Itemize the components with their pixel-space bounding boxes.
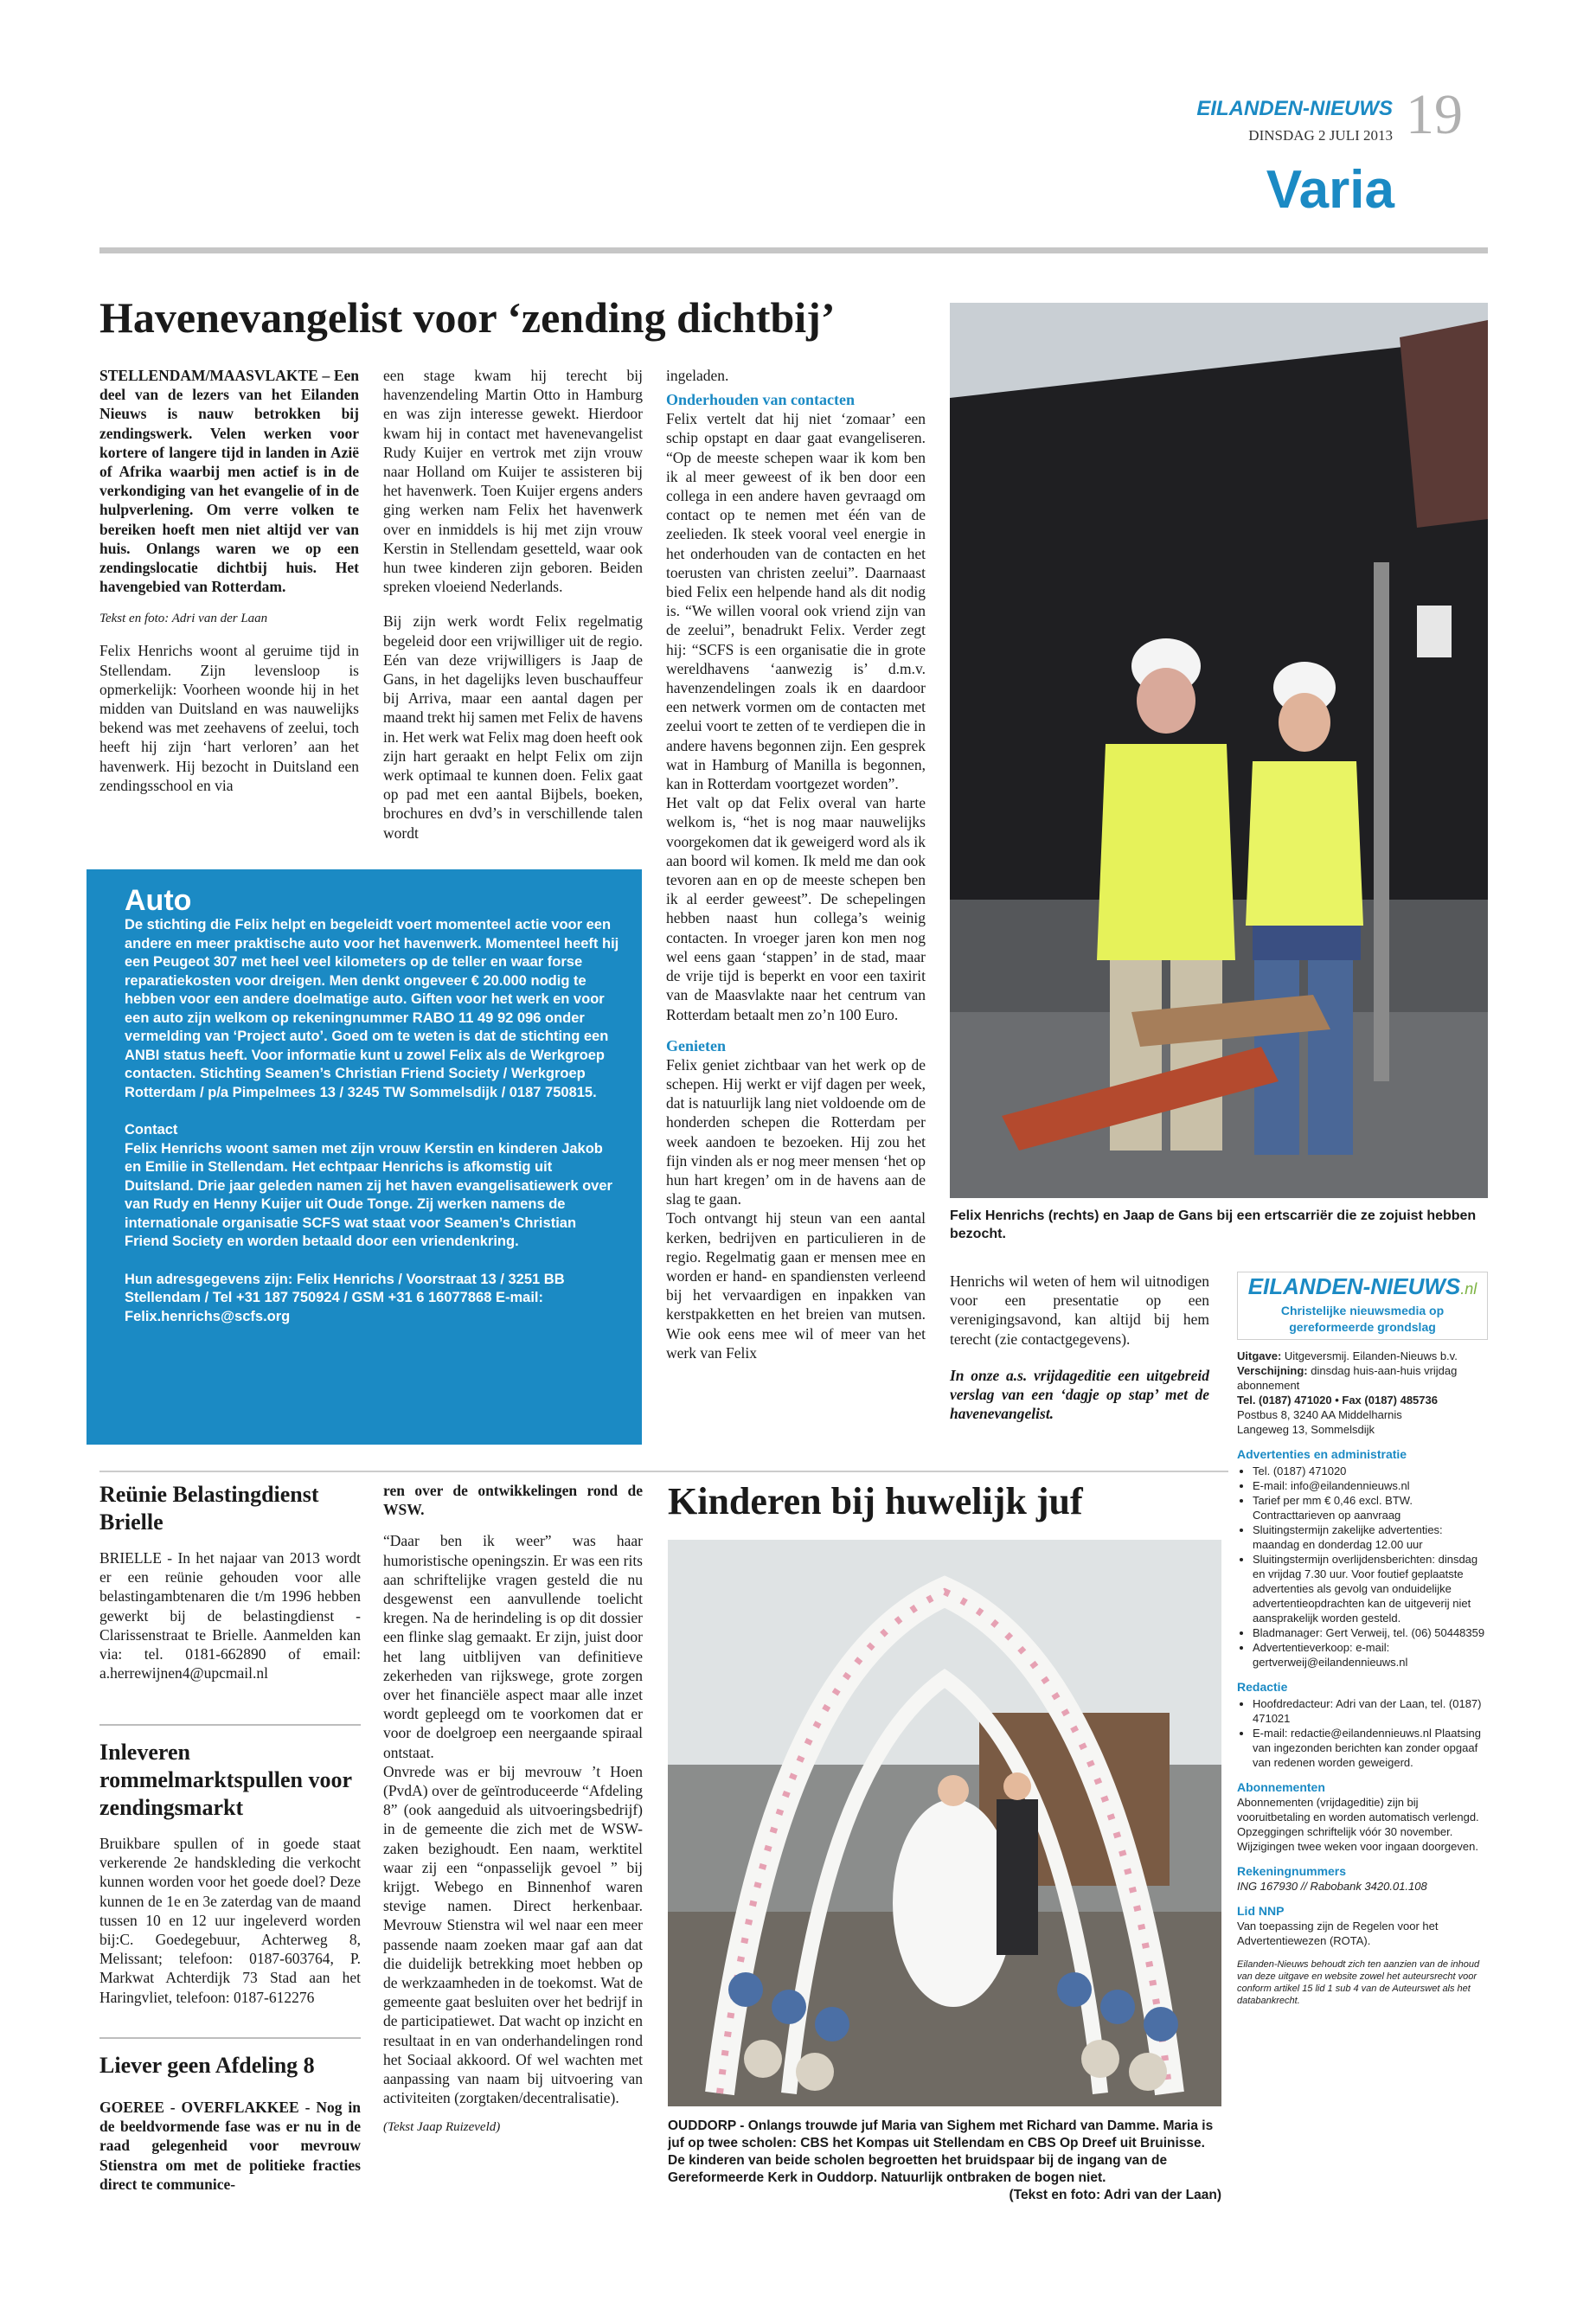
- address-text: Hun adresgegevens zijn: Felix Henrichs / Voorstraat 13 / 3251 BB Stellendam / Tel +31 187 750924 / GSM +31 6 16077868 E-mail: Felix.henrichs@scfs.org: [125, 1271, 565, 1324]
- colophon-logo-box: [1237, 1272, 1488, 1340]
- uitgave-value: Uitgeversmij. Eilanden-Nieuws b.v.: [1284, 1349, 1458, 1362]
- subhead-contacten: Onderhouden van contacten: [666, 391, 856, 409]
- section-title: Varia: [1266, 160, 1394, 220]
- adv-item: • Sluitingstermijn overlijdensberichten: dinsdag en vrijdag 7.30 uur. Voor foutief geplaatste advertenties als gevolg van onduidelijke advertentieopdrachten kan de uitgeverij niet aansprakelijk worden gesteld.: [1253, 1552, 1488, 1625]
- afdeling8-p1: “Daar ben ik weer” was haar humoristische openingszin. Er was een rits aan schriftelijke vragen gesteld die nu desgewenst een aanvullende toelicht kregen. Na de herindeling is op dit dossier een flinke slag gemaakt. Er zijn, juist door het lang uitblijven van definitieve zekerheden van rijkswege, grote zorgen over het financiële aspect maar alle inzet wordt gepleegd om te voorkomen dat er voor de doelgroep een neergaande spiraal ontstaat.: [383, 1532, 643, 1761]
- afdeling8-column-2: [383, 1481, 643, 2150]
- article-column-3: [666, 366, 926, 1362]
- article-column-1: [99, 366, 359, 795]
- photo-ship-men-illustration: [950, 303, 1488, 1198]
- postbus: Postbus 8, 3240 AA Middelharnis: [1237, 1408, 1402, 1421]
- afdeling8-article: [99, 2052, 361, 2080]
- auto-box-title: Auto: [125, 884, 192, 917]
- article-body-1: Felix Henrichs woont al geruime tijd in Stellendam. Zijn levensloop is opmerkelijk: Voorheen woonde hij in het midden van Duitsland en was nauwelijks bekend was met zeehavens of zeelui, toch heeft hij zijn ‘hart verloren’ aan het havenwerk. Hij bezocht in Duitsland een zendingsschool en via: [99, 642, 359, 794]
- abon-text: Abonnementen (vrijdageditie) zijn bij vooruitbetaling en worden automatisch verlengd. Opzeggingen schriftelijk vóór 30 november. Wijzigingen twee weken voor ingaan doorgeven.: [1237, 1796, 1479, 1853]
- colophon-tagline: Christelijke nieuwsmedia op gereformeerde grondslag: [1280, 1304, 1445, 1334]
- reunie-headline: Reünie Belastingdienst Brielle: [99, 1482, 319, 1535]
- redactie-item: • Hoofdredacteur: Adri van der Laan, tel. (0187) 471021: [1253, 1696, 1488, 1726]
- afdeling8-headline: Liever geen Afdeling 8: [99, 2053, 315, 2078]
- colophon-logo-suffix: .nl: [1460, 1280, 1477, 1298]
- article-credit: Tekst en foto: Adri van der Laan: [99, 612, 268, 626]
- reunie-text: BRIELLE - In het najaar van 2013 wordt er een reünie gehouden voor alle belastingambtenaren die t/m 1996 hebben gewerkt bij de belastingdienst - Clarissenstraat te Brielle. Aanmelden kan via: tel. 0181-662890 of email: a.herrewijnen4@upcmail.nl: [99, 1549, 361, 1682]
- photo-caption: Felix Henrichs (rechts) en Jaap de Gans bij een ertscarriër die ze zojuist hebben bezocht.: [950, 1208, 1477, 1241]
- redactie-list: [1237, 1696, 1488, 1770]
- rommelmarkt-text: Bruikbare spullen of in goede staat verkerende 2e handskleding die verkocht kunnen worden voor het goede doel? Deze kunnen de 1e en 3e zaterdag van de maand tussen 10 en 12 uur ingeleverd worden bij:C. Goedegebuur, Achterweg 8, Melissant; telefoon: 0187-603764, P. Markwat Achterdijk 73 Stad aan het Haringvliet, telefoon: 0187-612276: [99, 1835, 361, 2006]
- article-body-3d: Felix geniet zichtbaar van het werk op de schepen. Hij werkt er vijf dagen per week, dat is natuurlijk lang niet voldoende om de honderden schepen die Rotterdam per week aandoen te bezoeken. Hij zou het fijn vinden als er nog meer mensen ‘het op hun hart kregen’ om in de havens aan de slag te gaan.: [666, 1055, 926, 1208]
- header-divider: [99, 247, 1488, 253]
- reunie-article: [99, 1481, 361, 1682]
- rommelmarkt-article: [99, 1739, 361, 2007]
- article-body-3c: Het valt op dat Felix overal van harte welkom is, “het is nog maar nauwelijks voorgekomen dat ik geweigerd word als ik aan boord wil komen. Ik meld me dan ook tevoren aan en op de meeste schepen ben ik al eerder geweest”. De schepelingen hebben naast hun collega’s weinig contacten. In vroeger jaren kon men nog wel eens gaan ‘stappen’ in de stad, maar de vrije tijd is beperkt en voor een taxirit van de Maasvlakte naar het centrum van Rotterdam betaalt men zo’n 100 Euro.: [666, 794, 926, 1023]
- adres: Langeweg 13, Sommelsdijk: [1237, 1423, 1375, 1436]
- article-column-4: [950, 1272, 1209, 1423]
- article-teaser: In onze a.s. vrijdageditie een uitgebreid verslag van een ‘dagje op stap’ met de havenevangelist.: [950, 1366, 1209, 1423]
- rek-text: ING 167930 // Rabobank 3420.01.108: [1237, 1880, 1427, 1893]
- afdeling8-lead-text: GOEREE - OVERFLAKKEE - Nog in de beeldvormende fase was er nu in de raad gelegenheid voor mevrouw Stienstra om met de politieke fracties direct te communice-: [99, 2099, 361, 2193]
- article-body-2b: Bij zijn werk wordt Felix regelmatig begeleid door een vrijwilliger uit de regio. Eén van deze vrijwilligers is Jaap de Gans, in het dagelijks leven buschauffeur bij Arriva, maar een aantal dagen per maand trekt hij samen met Felix de havens in. Het werk wat Felix mag doen heeft ook zijn hart geraakt en helpt Felix om zijn werk optimaal te kunnen doen. Felix gaat op pad met een aantal Bijbels, boeken, brochures en dvd’s in verschillende talen wordt: [383, 612, 643, 842]
- nnp-head: Lid NNP: [1237, 1904, 1285, 1918]
- article-body-4a: Henrichs wil weten of hem wil uitnodigen voor een presentatie op een verenigingsavond, kan altijd bij hem terecht (zie contactgegevens).: [950, 1272, 1209, 1348]
- photo-ship-men: [950, 303, 1488, 1198]
- contact-text: Felix Henrichs woont samen met zijn vrouw Kerstin en kinderen Jakob en Emilie in Stellendam. Het echtpaar Henrichs is afkomstig uit Duitsland. Drie jaar geleden namen zij het haven evangelisatiewerk over van Rudy en Henny Kuijer uit Oude Tonge. Zij werken namens de internationale organisatie SCFS wat staat voor Seamen’s Christian Friend Society en worden betaald door een vriendenkring.: [125, 1140, 612, 1249]
- page-number: 19: [1406, 83, 1463, 146]
- article-body-3e: Toch ontvangt hij steun van een aantal kerken, bedrijven en particulieren in de regio. Regelmatig gaan er mensen mee en worden er hand- en spandiensten verleend bij het vervaardigen en inpakken van kerstpakketten en het breien van mutsen. Wie ook eens mee wil of meer van het werk van Felix: [666, 1209, 926, 1362]
- redactie-item: • E-mail: redactie@eilandennieuws.nl Plaatsing van ingezonden berichten kan zonder opgaaf van redenen worden geweigerd.: [1253, 1726, 1488, 1770]
- tel-fax: Tel. (0187) 471020 • Fax (0187) 485736: [1237, 1394, 1438, 1407]
- auto-info-box: [87, 869, 642, 1445]
- wedding-credit: (Tekst en foto: Adri van der Laan): [1009, 2188, 1221, 2202]
- wedding-caption: [668, 2118, 1221, 2204]
- article-lead: STELLENDAM/MAASVLAKTE – Een deel van de lezers van het Eilanden Nieuws is nauw betrokken bij zendingswerk. Velen werken voor kortere of langere tijd in landen in Azië of Afrika waarbij men actief is in de verkondiging van het evangelie of in de hulpverlening. Om verre volken te bereiken hoeft men niet altijd ver van huis. Onlangs waren we op een zendingslocatie dichtbij huis. Het havengebied van Rotterdam.: [99, 367, 359, 596]
- adv-item: • Tel. (0187) 471020: [1253, 1464, 1488, 1478]
- article-body-2a: een stage kwam hij terecht bij havenzendeling Martin Otto in Hamburg en was zijn interesse gewekt. Hierdoor kwam hij in contact met havenevangelist Rudy Kuijer en vertrok met zijn vrouw naar Holland om Kuijer te assisteren bij het havenwerk. Toen Kuijer ergens anders ging werken nam Felix het havenwerk over en inmiddels is hij met zijn vrouw Kerstin in Stellendam gesetteld, waar ook hun twee kinderen zijn geboren. Beiden spreken vloeiend Nederlands.: [383, 367, 643, 596]
- photo-wedding: [668, 1540, 1221, 2106]
- adv-item: • Advertentieverkoop: e-mail: gertverweij@eilandennieuws.nl: [1253, 1640, 1488, 1670]
- afdeling8-lead-cont: ren over de ontwikkelingen rond de WSW.: [383, 1482, 643, 1519]
- article-body-3a: ingeladen.: [666, 367, 729, 384]
- adv-list: [1237, 1464, 1488, 1670]
- photo-wedding-illustration: [668, 1540, 1221, 2106]
- rek-head: Rekeningnummers: [1237, 1864, 1347, 1878]
- afdeling8-credit: (Tekst Jaap Ruizeveld): [383, 2119, 501, 2134]
- redactie-head: Redactie: [1237, 1680, 1288, 1694]
- issue-date: DINSDAG 2 JULI 2013: [1248, 127, 1393, 144]
- afdeling8-lead: [99, 2098, 361, 2271]
- adv-head: Advertenties en administratie: [1237, 1447, 1407, 1461]
- uitgave-label: Uitgave:: [1237, 1349, 1282, 1362]
- paper-logo: EILANDEN-NIEUWS: [1196, 97, 1393, 120]
- article-body-3b: Felix vertelt dat hij niet ‘zomaar’ een schip opstapt en daar gaat evangeliseren. “Op de meeste schepen waar ik kom ben ik al meer geweest of ik ben door een collega in een andere haven gevraagd om contact op te nemen met één van de zeelieden. Ik steek vooral veel energie in het onderhouden van de contacten en het toerusten van christen zeelui”. Daarnaast bied Felix een helpende hand als dit nodig is. “We willen vooral ook vriend zijn van de zeelui”, benadrukt Felix. Verder zegt hij: “SCFS is een organisatie die in grote wereldhavens ‘aanwezig is’ d.m.v. havenzendelingen zoals ik en daardoor een netwerk vormen om de contacten met zeelui voort te zetten of te verdiepen die in andere havens begonnen zijn. Een gesprek wat in Hamburg of Manilla is begonnen, kan in Rotterdam voortgezet worden”.: [666, 410, 926, 793]
- colophon-logo: EILANDEN-NIEUWS: [1247, 1273, 1461, 1299]
- afdeling8-p2: Onvrede was er bij mevrouw ’t Hoen (PvdA) over de geïntroduceerde “Afdeling 8” (ook aangeduid als uitvoeringsbedrijf) in de gemeente die zich met de WSW-zaken bezighoudt. Een naam, werktitel waar zij een “onpasselijk gevoel ” bij krijgt. Webego en Binnenhof waren stevige namen. Direct herkenbaar. Mevrouw Stienstra wil wel naar een meer passende naam zoeken maar gaf aan dat die duidelijk betrekking moet hebben op de werkzaamheden in de toekomst. Wat de gemeente gaat besluiten over het bedrijf in de participatiewet. Dat wacht op inzicht en resultaat in en van onderhandelingen rond het Sociaal akkoord. Of wel wachten met aanpassing van naam bij uitvoering van activiteiten (zorgtaken/decentralisatie).: [383, 1762, 643, 2107]
- abon-head: Abonnementen: [1237, 1780, 1325, 1794]
- wedding-caption-text: OUDDORP - Onlangs trouwde juf Maria van Sighem met Richard van Damme. Maria is juf op twee scholen: CBS het Kompas uit Stellendam en CBS Op Dreef uit Bruinisse. De kinderen van beide scholen begroetten het bruidspaar bij de ingang van de Gereformeerde Kerk in Ouddorp. Natuurlijk ontbraken de bogen niet.: [668, 2118, 1214, 2185]
- rommelmarkt-headline: Inleveren rommelmarktspullen voor zendingsmarkt: [99, 1740, 352, 1820]
- colophon: [1237, 1272, 1488, 2007]
- reunie-divider: [99, 1724, 361, 1726]
- verschijning-label: Verschijning:: [1237, 1364, 1308, 1377]
- adv-item: • Sluitingstermijn zakelijke advertenties: maandag en donderdag 12.00 uur: [1253, 1522, 1488, 1552]
- nnp-text: Van toepassing zijn de Regelen voor het Advertentiewezen (ROTA).: [1237, 1920, 1439, 1947]
- contact-heading: Contact: [125, 1122, 178, 1138]
- adv-item: • E-mail: info@eilandennieuws.nl: [1253, 1478, 1488, 1493]
- section-divider: [99, 1471, 1228, 1472]
- adv-item: • Bladmanager: Gert Verweij, tel. (06) 50448359: [1253, 1625, 1488, 1640]
- article-column-2: [383, 366, 643, 843]
- rommelmarkt-divider: [99, 2037, 361, 2039]
- adv-item: • Tarief per mm € 0,46 excl. BTW. Contracttarieven op aanvraag: [1253, 1493, 1488, 1522]
- auto-box-text: De stichting die Felix helpt en begeleidt voert momenteel actie voor een andere en meer praktische auto voor het havenwerk. Momenteel heeft hij een Peugeot 307 met heel veel kilometers op de teller en waar forse reparatiekosten voor dreigen. Men denkt ongeveer € 20.000 nodig te hebben voor een andere doelmatige auto. Giften voor het werk en voor een auto zijn welkom op rekeningnummer RABO 11 49 92 096 onder vermelding van ‘Project auto’. Goed om te weten is dat de stichting een ANBI status heeft. Voor informatie kunt u zowel Felix als de Werkgroep contacten. Stichting Seamen’s Christian Friend Society / Werkgroep Rotterdam / p/a Pimpelmees 13 / 3245 TW Sommelsdijk / 0187 750815.: [125, 917, 619, 1100]
- wedding-headline: Kinderen bij huwelijk juf: [668, 1480, 1083, 1522]
- subhead-genieten: Genieten: [666, 1036, 726, 1054]
- verschijning-value: dinsdag huis-aan-huis vrijdag abonnement: [1237, 1364, 1458, 1392]
- main-headline: Havenevangelist voor ‘zending dichtbij’: [99, 293, 836, 342]
- disclaimer: Eilanden-Nieuws behoudt zich ten aanzien van de inhoud van deze uitgave en website zowel het auteursrecht voor conform artikel 15 lid 1 sub 4 van de Auteurswet als het databankrecht.: [1237, 1959, 1480, 2006]
